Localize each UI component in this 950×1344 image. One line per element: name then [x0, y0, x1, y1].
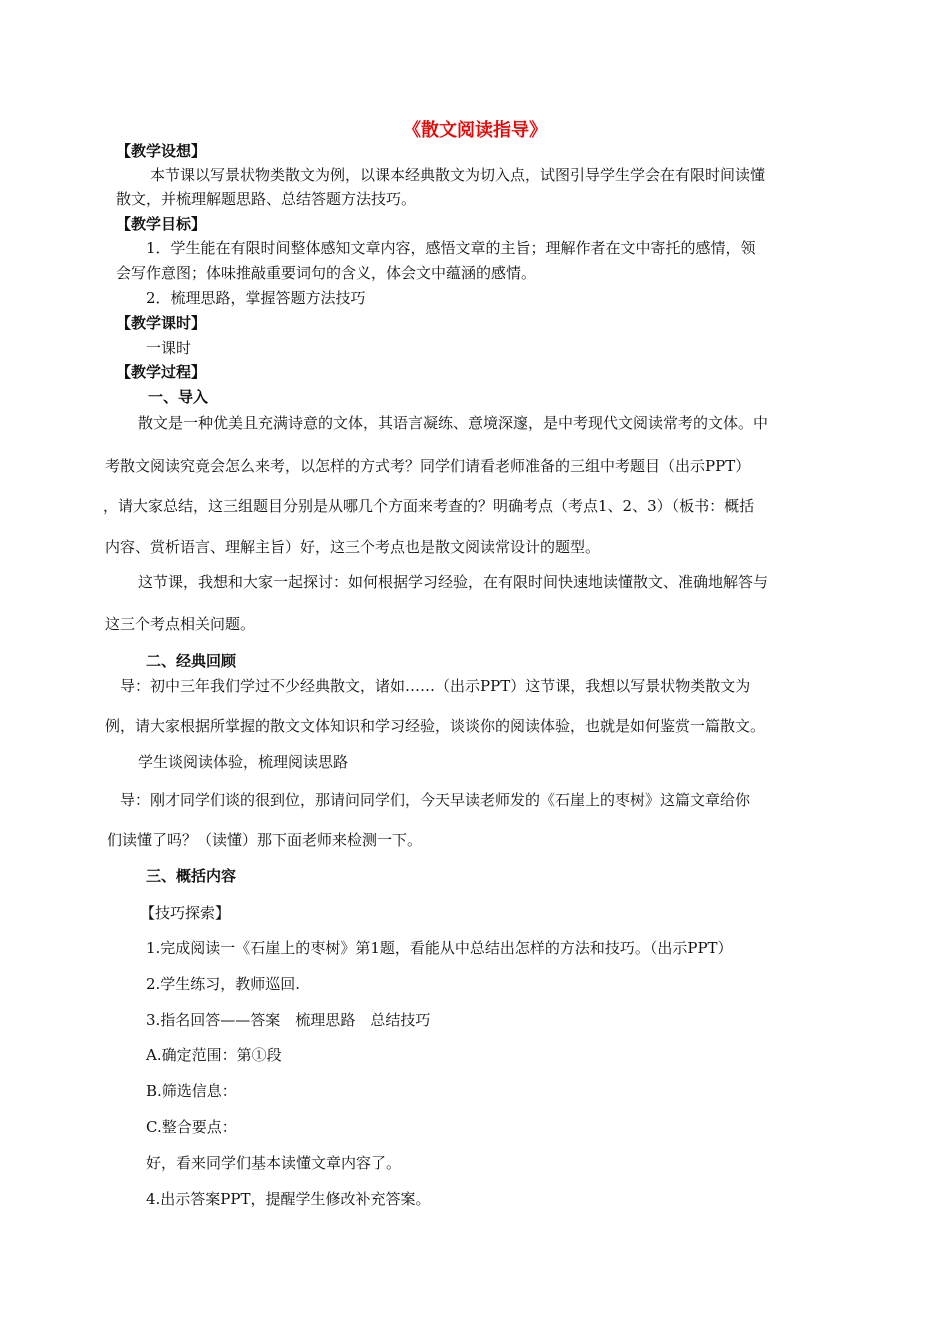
paragraph-line: 例，请大家根据所掌握的散文文体知识和学习经验，谈谈你的阅读体验，也就是如何鉴赏一篇散文。 [105, 717, 766, 735]
paragraph-line: 内容、赏析语言、理解主旨）好，这三个考点也是散文阅读常设计的题型。 [105, 538, 601, 556]
skill-heading: 【技巧探索】 [140, 904, 231, 922]
paragraph-line: 导：初中三年我们学过不少经典散文，诸如……（出示PPT）这节课，我想以写景状物类散文为 [120, 677, 751, 695]
heading-design: 【教学设想】 [116, 142, 207, 160]
heading-hours: 【教学课时】 [116, 314, 207, 332]
paragraph-line: ，请大家总结，这三组题目分别是从哪几个方面来考查的？明确考点（考点1、2、3）（板书：概括 [103, 497, 755, 515]
paragraph-line: 散文是一种优美且充满诗意的文体，其语言凝练、意境深邃，是中考现代文阅读常考的文体。中 [138, 414, 769, 432]
paragraph-line: 散文，并梳理解题思路、总结答题方法技巧。 [116, 190, 417, 208]
list-item: 3.指名回答——答案 梳理思路 总结技巧 [146, 1011, 431, 1029]
heading-summary: 三、概括内容 [146, 867, 237, 885]
list-item: B.筛选信息： [146, 1082, 237, 1100]
paragraph-line: 这三个考点相关问题。 [105, 615, 256, 633]
paragraph-line: 2．梳理思路，掌握答题方法技巧 [146, 289, 366, 307]
list-item: A.确定范围：第①段 [146, 1046, 282, 1064]
heading-review: 二、经典回顾 [146, 652, 237, 670]
list-item: 1.完成阅读一《石崖上的枣树》第1题，看能从中总结出怎样的方法和技巧。（出示PPT） [146, 939, 733, 957]
paragraph-line: 本节课以写景状物类散文为例，以课本经典散文为切入点，试图引导学生学会在有限时间读懂 [150, 166, 766, 184]
paragraph-line: 学生谈阅读体验，梳理阅读思路 [138, 753, 349, 771]
paragraph-line: 会写作意图；体味推敲重要词句的含义，体会文中蕴涵的感情。 [116, 264, 537, 282]
list-item: 4.出示答案PPT，提醒学生修改补充答案。 [146, 1190, 431, 1208]
list-item: 2.学生练习，教师巡回. [146, 975, 301, 993]
paragraph-line: 好，看来同学们基本读懂文章内容了。 [146, 1154, 402, 1172]
document-title: 《散文阅读指导》 [403, 120, 547, 141]
paragraph-line: 这节课，我想和大家一起探讨：如何根据学习经验，在有限时间快速地读懂散文、准确地解答与 [138, 573, 769, 591]
paragraph-line: 导：刚才同学们谈的很到位，那请问同学们，今天早读老师发的《石崖上的枣树》这篇文章给你 [120, 791, 751, 809]
paragraph-line: 一课时 [146, 339, 192, 357]
heading-goals: 【教学目标】 [116, 215, 207, 233]
heading-process: 【教学过程】 [116, 363, 207, 381]
paragraph-line: 1．学生能在有限时间整体感知文章内容，感悟文章的主旨；理解作者在文中寄托的感情，领 [146, 239, 756, 257]
paragraph-line: 考散文阅读究竟会怎么来考，以怎样的方式考？同学们请看老师准备的三组中考题目（出示PPT） [105, 457, 751, 475]
heading-intro: 一、导入 [148, 388, 209, 406]
paragraph-line: 们读懂了吗？（读懂）那下面老师来检测一下。 [107, 831, 423, 849]
list-item: C.整合要点： [146, 1118, 237, 1136]
